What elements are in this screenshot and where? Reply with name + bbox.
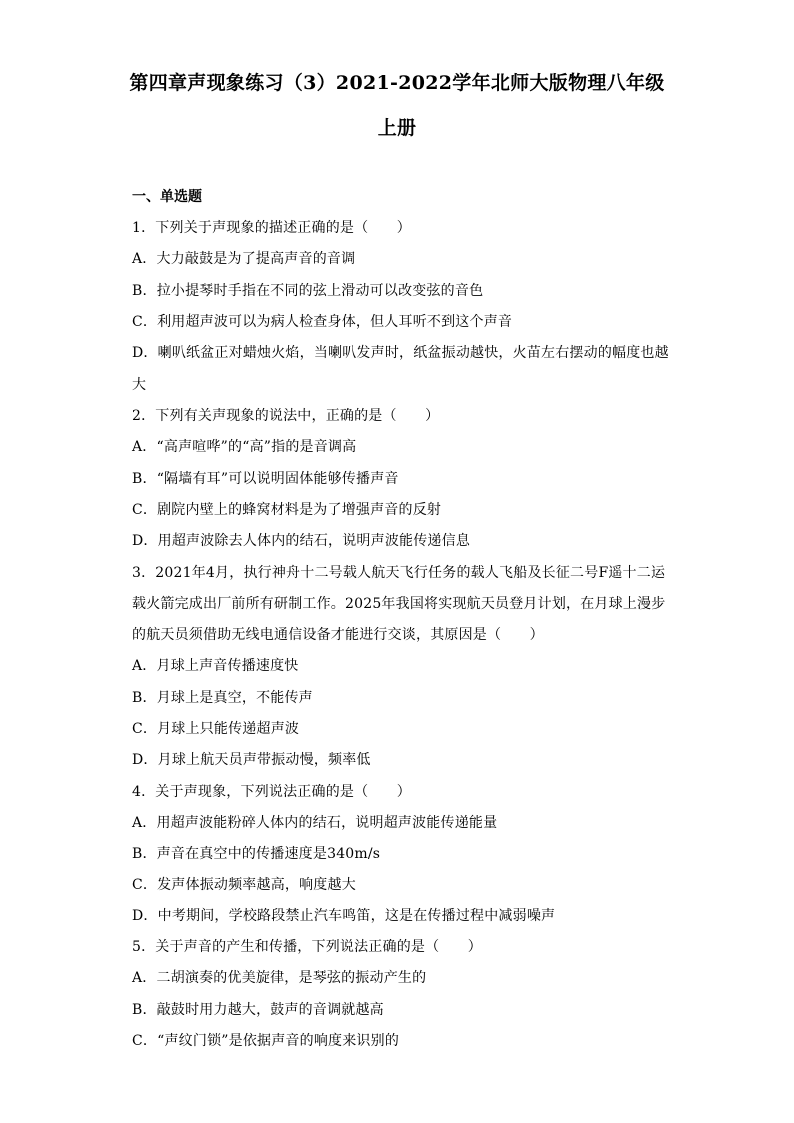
question-4-option-d: D．中考期间，学校路段禁止汽车鸣笛，这是在传播过程中减弱噪声 xyxy=(132,908,556,924)
document-title-line-1: 第四章声现象练习（3）2021-2022学年北师大版物理八年级 xyxy=(129,72,665,94)
question-3-option-a: A．月球上声音传播速度快 xyxy=(132,658,299,674)
question-3-stem-line-1: 3．2021年4月，执行神舟十二号载人航天飞行任务的载人飞船及长征二号F遥十二运 xyxy=(132,565,666,581)
question-5-stem: 5．关于声音的产生和传播，下列说法正确的是（ ） xyxy=(132,939,482,955)
question-3-option-b: B．月球上是真空，不能传声 xyxy=(132,690,313,706)
question-3-option-d: D．月球上航天员声带振动慢，频率低 xyxy=(132,752,371,768)
question-1-stem: 1．下列关于声现象的描述正确的是（ ） xyxy=(132,220,411,236)
question-2-option-b: B．“隔墙有耳”可以说明固体能够传播声音 xyxy=(132,471,399,487)
question-5-option-b: B．敲鼓时用力越大，鼓声的音调就越高 xyxy=(132,1002,384,1018)
question-5-option-c: C．“声纹门锁”是依据声音的响度来识别的 xyxy=(132,1033,400,1049)
document-title-line-2: 上册 xyxy=(377,117,417,139)
question-2-option-d: D．用超声波除去人体内的结石，说明声波能传递信息 xyxy=(132,533,471,549)
question-1-option-d-continued: 大 xyxy=(132,377,147,393)
question-4-option-c: C．发声体振动频率越高，响度越大 xyxy=(132,877,356,893)
question-2-stem: 2．下列有关声现象的说法中，正确的是（ ） xyxy=(132,408,440,424)
question-3-option-c: C．月球上只能传递超声波 xyxy=(132,721,300,737)
section-heading: 一、单选题 xyxy=(132,189,202,205)
question-1-option-a: A．大力敲鼓是为了提高声音的音调 xyxy=(132,251,356,267)
question-2-option-c: C．剧院内壁上的蜂窝材料是为了增强声音的反射 xyxy=(132,502,442,518)
question-4-option-b: B．声音在真空中的传播速度是340m/s xyxy=(132,846,381,862)
question-3-stem-line-3: 的航天员须借助无线电通信设备才能进行交谈，其原因是（ ） xyxy=(132,627,544,643)
question-1-option-b: B．拉小提琴时手指在不同的弦上滑动可以改变弦的音色 xyxy=(132,283,484,299)
question-1-option-c: C．利用超声波可以为病人检查身体，但人耳听不到这个声音 xyxy=(132,314,513,330)
question-1-option-d: D．喇叭纸盆正对蜡烛火焰，当喇叭发声时，纸盆振动越快，火苗左右摆动的幅度也越 xyxy=(132,345,669,361)
question-3-stem-line-2: 载火箭完成出厂前所有研制工作。2025年我国将实现航天员登月计划，在月球上漫步 xyxy=(132,596,666,612)
question-2-option-a: A．“高声喧哗”的“高”指的是音调高 xyxy=(132,439,357,455)
question-5-option-a: A．二胡演奏的优美旋律，是琴弦的振动产生的 xyxy=(132,970,427,986)
question-4-option-a: A．用超声波能粉碎人体内的结石，说明超声波能传递能量 xyxy=(132,815,498,831)
question-4-stem: 4．关于声现象，下列说法正确的是（ ） xyxy=(132,784,411,800)
